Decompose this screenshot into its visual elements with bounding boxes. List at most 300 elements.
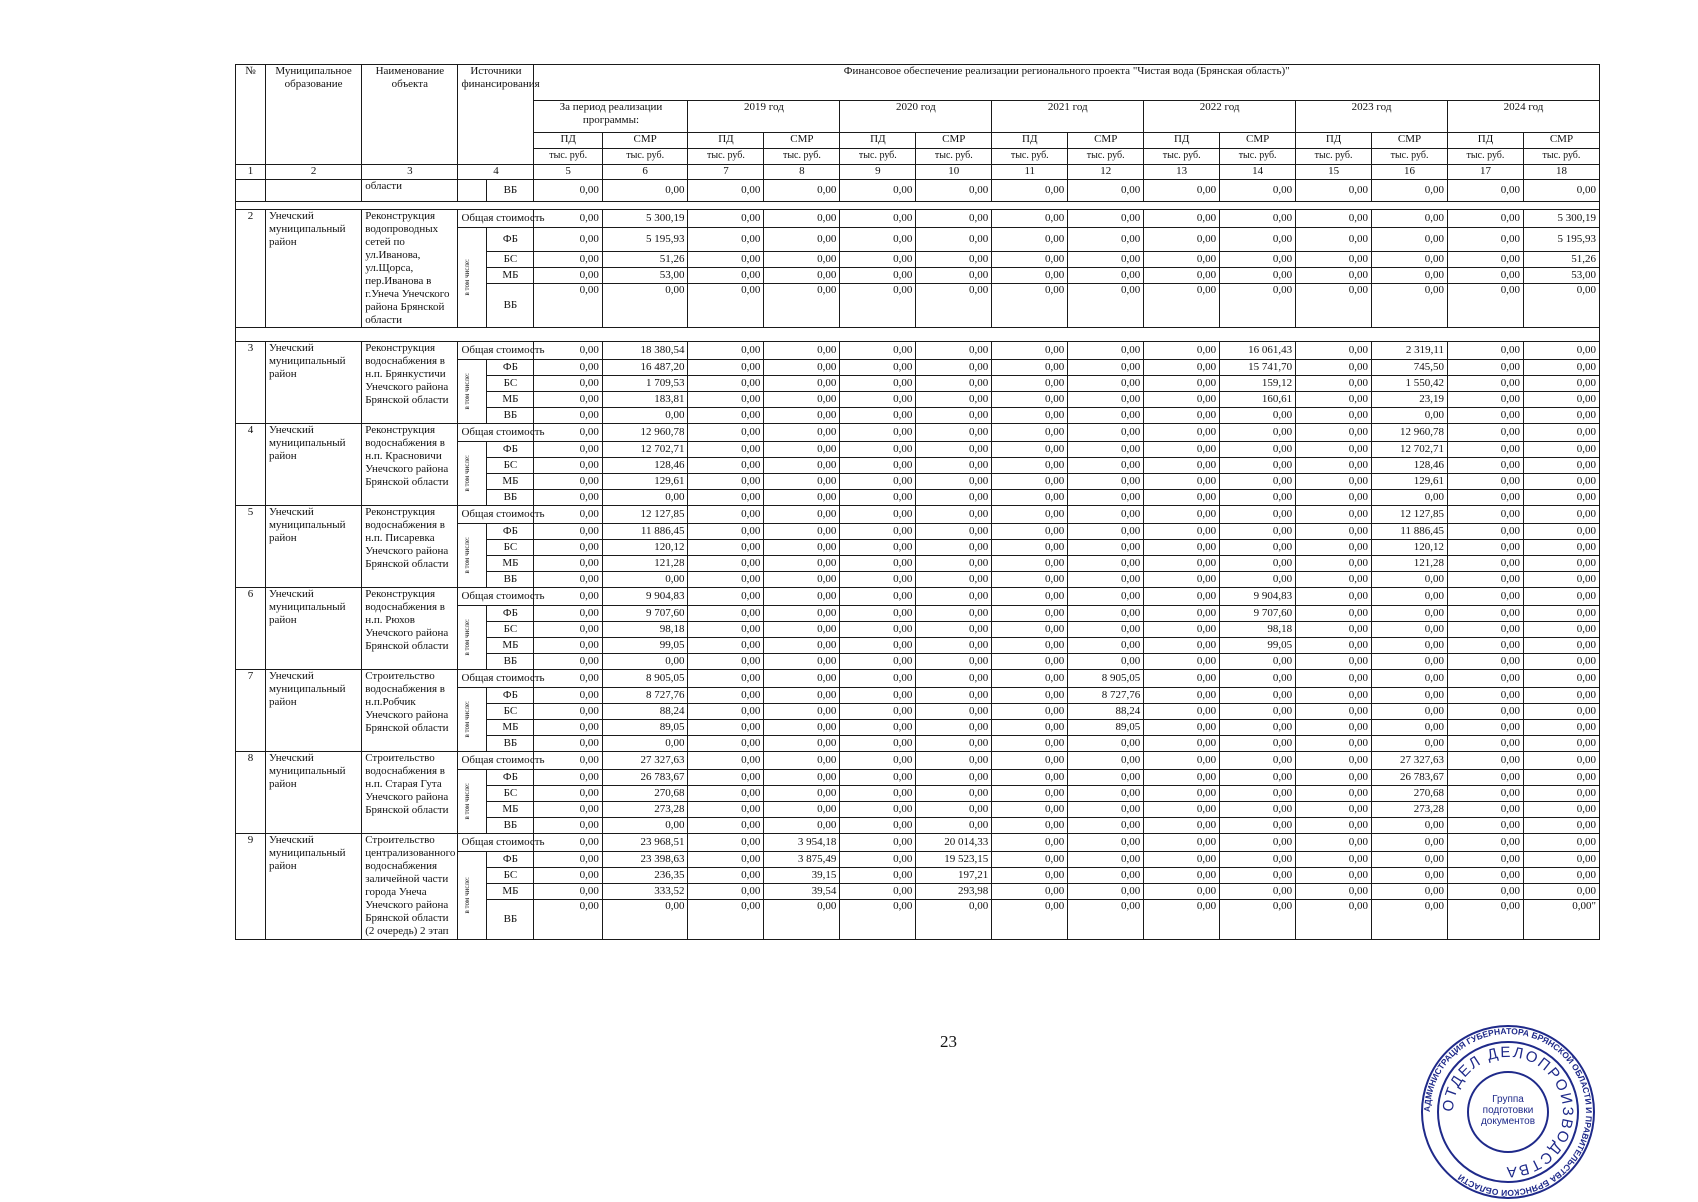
- value-cell: 0,00: [534, 342, 602, 360]
- value-cell: 0,00: [602, 736, 688, 752]
- value-cell: 0,00: [992, 424, 1068, 442]
- value-cell: 0,00: [1372, 180, 1448, 202]
- value-cell: 8 727,76: [602, 688, 688, 704]
- cell-empty: [458, 180, 487, 202]
- value-cell: 5 195,93: [1523, 228, 1599, 252]
- value-cell: 0,00: [1220, 474, 1296, 490]
- col-index: 13: [1144, 165, 1220, 180]
- object-name: Реконструкция водопроводных сетей по ул.Иванова, ул.Щорса, пер.Иванова в г.Унеча Унечского района Брянской области: [362, 210, 458, 328]
- value-cell: 0,00: [840, 474, 916, 490]
- value-cell: 0,00: [916, 900, 992, 940]
- value-cell: 0,00: [992, 688, 1068, 704]
- header-pd: ПД: [992, 133, 1068, 149]
- value-cell: 121,28: [1372, 556, 1448, 572]
- value-cell: 0,00: [1068, 770, 1144, 786]
- value-cell: 1 709,53: [602, 376, 688, 392]
- value-cell: 0,00: [1523, 868, 1599, 884]
- value-cell: 0,00: [1068, 736, 1144, 752]
- value-cell: 0,00: [1220, 654, 1296, 670]
- value-cell: 0,00: [1068, 424, 1144, 442]
- col-index: 1: [236, 165, 266, 180]
- value-cell: 0,00: [1220, 720, 1296, 736]
- source-label: БС: [487, 868, 534, 884]
- value-cell: 0,00: [764, 720, 840, 736]
- value-cell: 0,00: [1220, 770, 1296, 786]
- value-cell: 0,00: [1068, 408, 1144, 424]
- value-cell: 98,18: [602, 622, 688, 638]
- value-cell: 0,00: [534, 252, 602, 268]
- value-cell: 3 954,18: [764, 834, 840, 852]
- value-cell: 0,00: [840, 458, 916, 474]
- value-cell: 89,05: [602, 720, 688, 736]
- value-cell: 197,21: [916, 868, 992, 884]
- value-cell: 0,00: [764, 506, 840, 524]
- col-index: 12: [1068, 165, 1144, 180]
- value-cell: 0,00: [1448, 228, 1524, 252]
- value-cell: 0,00: [1448, 442, 1524, 458]
- value-cell: 0,00: [688, 752, 764, 770]
- value-cell: 0,00: [688, 770, 764, 786]
- value-cell: 0,00: [1448, 818, 1524, 834]
- value-cell: 0,00: [1220, 834, 1296, 852]
- value-cell: 0,00: [1144, 474, 1220, 490]
- row-number: 4: [236, 424, 266, 506]
- header-no: №: [236, 65, 266, 165]
- in-that-number-label: [458, 228, 487, 328]
- value-cell: 0,00: [534, 852, 602, 868]
- value-cell: 0,00: [840, 670, 916, 688]
- value-cell: 0,00: [1296, 606, 1372, 622]
- value-cell: 0,00: [1372, 720, 1448, 736]
- value-cell: 0,00: [1068, 360, 1144, 376]
- value-cell: 0,00: [1144, 688, 1220, 704]
- value-cell: 88,24: [1068, 704, 1144, 720]
- value-cell: 0,00: [992, 474, 1068, 490]
- source-label: БС: [487, 376, 534, 392]
- value-cell: 0,00: [916, 360, 992, 376]
- value-cell: 0,00: [1523, 818, 1599, 834]
- total-cost-label: Общая стоимость: [458, 752, 534, 770]
- value-cell: 0,00: [764, 572, 840, 588]
- value-cell: 0,00: [992, 606, 1068, 622]
- stamp-inner-text: ОТДЕЛ ДЕЛОПРОИЗВОДСТВА: [1439, 1043, 1577, 1181]
- value-cell: 0,00: [1144, 376, 1220, 392]
- value-cell: 0,00: [534, 490, 602, 506]
- value-cell: 0,00: [688, 360, 764, 376]
- value-cell: 0,00: [916, 786, 992, 802]
- value-cell: 0,00: [534, 392, 602, 408]
- value-cell: 0,00: [688, 572, 764, 588]
- value-cell: 0,00: [1144, 408, 1220, 424]
- value-cell: 0,00: [764, 704, 840, 720]
- header-period: 2019 год: [688, 101, 840, 133]
- value-cell: 12 960,78: [602, 424, 688, 442]
- value-cell: 0,00: [840, 540, 916, 556]
- source-label: ВБ: [487, 572, 534, 588]
- value-cell: 0,00: [916, 654, 992, 670]
- value-cell: 0,00: [1144, 834, 1220, 852]
- source-label: ФБ: [487, 524, 534, 540]
- value-cell: 0,00: [992, 392, 1068, 408]
- in-that-number-text: в том числе:: [463, 701, 472, 738]
- value-cell: 0,00: [1372, 818, 1448, 834]
- value-cell: 12 960,78: [1372, 424, 1448, 442]
- value-cell: 0,00: [1220, 442, 1296, 458]
- table-row: [236, 752, 1600, 770]
- value-cell: 27 327,63: [602, 752, 688, 770]
- value-cell: 0,00: [602, 490, 688, 506]
- value-cell: 0,00: [1068, 884, 1144, 900]
- cell-empty: [265, 180, 361, 202]
- value-cell: 0,00: [1448, 524, 1524, 540]
- value-cell: 0,00: [1448, 360, 1524, 376]
- value-cell: 0,00: [1523, 704, 1599, 720]
- source-label: ВБ: [487, 490, 534, 506]
- value-cell: 0,00: [1296, 670, 1372, 688]
- value-cell: 0,00: [1523, 638, 1599, 654]
- header-title: Финансовое обеспечение реализации регионального проекта "Чистая вода (Брянская область)": [534, 65, 1600, 101]
- value-cell: 0,00: [1523, 540, 1599, 556]
- value-cell: 0,00: [1296, 458, 1372, 474]
- value-cell: 0,00: [992, 228, 1068, 252]
- cell-empty: [236, 180, 266, 202]
- header-unit: тыс. руб.: [602, 149, 688, 165]
- value-cell: 0,00: [1220, 704, 1296, 720]
- value-cell: 0,00: [840, 408, 916, 424]
- value-cell: 0,00: [1068, 524, 1144, 540]
- value-cell: 0,00: [688, 834, 764, 852]
- value-cell: 0,00: [1296, 392, 1372, 408]
- value-cell: 0,00: [916, 408, 992, 424]
- value-cell: 0,00: [840, 228, 916, 252]
- total-cost-label: Общая стоимость: [458, 670, 534, 688]
- value-cell: 0,00: [688, 884, 764, 900]
- object-name: Строительство водоснабжения в н.п. Старая Гута Унечского района Брянской области: [362, 752, 458, 834]
- value-cell: 0,00: [1448, 638, 1524, 654]
- header-municipality: Муниципальное образование: [265, 65, 361, 165]
- value-cell: 0,00: [764, 654, 840, 670]
- source-label: МБ: [487, 802, 534, 818]
- value-cell: 0,00: [688, 408, 764, 424]
- value-cell: 0,00: [1068, 210, 1144, 228]
- value-cell: 5 195,93: [602, 228, 688, 252]
- value-cell: 0,00: [840, 818, 916, 834]
- value-cell: 0,00: [688, 252, 764, 268]
- value-cell: 0,00: [1068, 252, 1144, 268]
- value-cell: 0,00: [1372, 638, 1448, 654]
- value-cell: 0,00: [764, 638, 840, 654]
- value-cell: 0,00: [534, 588, 602, 606]
- value-cell: 0,00: [840, 704, 916, 720]
- value-cell: 0,00: [688, 556, 764, 572]
- value-cell: 129,61: [1372, 474, 1448, 490]
- source-label: ФБ: [487, 770, 534, 786]
- value-cell: 0,00: [1296, 834, 1372, 852]
- value-cell: 0,00: [1296, 786, 1372, 802]
- value-cell: 0,00: [1220, 884, 1296, 900]
- value-cell: 0,00: [764, 474, 840, 490]
- value-cell: 0,00: [1220, 210, 1296, 228]
- value-cell: 0,00: [992, 268, 1068, 284]
- value-cell: 0,00: [992, 852, 1068, 868]
- value-cell: 0,00: [1144, 736, 1220, 752]
- municipality-name: Унечский муниципальный район: [265, 506, 361, 588]
- value-cell: 0,00: [916, 458, 992, 474]
- value-cell: 0,00: [1220, 408, 1296, 424]
- table-row: [236, 506, 1600, 524]
- value-cell: 0,00: [916, 180, 992, 202]
- value-cell: 0,00: [1144, 900, 1220, 940]
- table-row: [236, 834, 1600, 852]
- value-cell: 9 904,83: [602, 588, 688, 606]
- value-cell: 0,00: [1068, 268, 1144, 284]
- value-cell: 0,00: [1068, 786, 1144, 802]
- in-that-number-text: в том числе:: [463, 259, 472, 296]
- object-name: Строительство централизованного водоснабжения заличейной части города Унеча Унечского района Брянской области (2 очередь) 2 этап: [362, 834, 458, 940]
- value-cell: 0,00: [764, 670, 840, 688]
- value-cell: 0,00: [1523, 670, 1599, 688]
- value-cell: 0,00: [534, 572, 602, 588]
- value-cell: 0,00: [1372, 588, 1448, 606]
- row-number: 2: [236, 210, 266, 328]
- value-cell: 0,00: [688, 442, 764, 458]
- value-cell: 0,00: [992, 252, 1068, 268]
- value-cell: 0,00: [1296, 654, 1372, 670]
- in-that-number-text: в том числе:: [463, 783, 472, 820]
- col-index: 18: [1523, 165, 1599, 180]
- row-number: 9: [236, 834, 266, 940]
- header-period: 2023 год: [1296, 101, 1448, 133]
- value-cell: 0,00: [1448, 392, 1524, 408]
- value-cell: 0,00: [602, 284, 688, 328]
- header-smr: СМР: [916, 133, 992, 149]
- source-label: ФБ: [487, 360, 534, 376]
- value-cell: 0,00: [840, 852, 916, 868]
- value-cell: 0,00: [764, 688, 840, 704]
- value-cell: 159,12: [1220, 376, 1296, 392]
- value-cell: 0,00: [1372, 408, 1448, 424]
- value-cell: 0,00: [1448, 802, 1524, 818]
- value-cell: 0,00: [840, 572, 916, 588]
- source-label: ФБ: [487, 442, 534, 458]
- value-cell: 0,00: [1296, 704, 1372, 720]
- value-cell: 12 702,71: [1372, 442, 1448, 458]
- financing-table-sheet: [235, 64, 1600, 1014]
- header-unit: тыс. руб.: [1448, 149, 1524, 165]
- row-number: 7: [236, 670, 266, 752]
- in-that-number-label: [458, 770, 487, 834]
- value-cell: 0,00: [916, 556, 992, 572]
- value-cell: 0,00: [1296, 284, 1372, 328]
- value-cell: 0,00: [602, 572, 688, 588]
- value-cell: 0,00: [688, 490, 764, 506]
- value-cell: 0,00: [1448, 622, 1524, 638]
- value-cell: 5 300,19: [602, 210, 688, 228]
- value-cell: 0,00: [1220, 540, 1296, 556]
- value-cell: 0,00: [534, 818, 602, 834]
- value-cell: 0,00: [840, 638, 916, 654]
- value-cell: 0,00: [534, 474, 602, 490]
- col-index: 9: [840, 165, 916, 180]
- value-cell: 0,00: [534, 736, 602, 752]
- value-cell: 0,00: [688, 524, 764, 540]
- header-smr: СМР: [602, 133, 688, 149]
- source-label: БС: [487, 252, 534, 268]
- total-cost-label: Общая стоимость: [458, 424, 534, 442]
- value-cell: 0,00: [916, 720, 992, 736]
- value-cell: 0,00: [1144, 868, 1220, 884]
- value-cell: 51,26: [602, 252, 688, 268]
- value-cell: 0,00: [764, 268, 840, 284]
- value-cell: 0,00: [1372, 622, 1448, 638]
- value-cell: 0,00: [1296, 252, 1372, 268]
- source-label: МБ: [487, 638, 534, 654]
- value-cell: 293,98: [916, 884, 992, 900]
- value-cell: 98,18: [1220, 622, 1296, 638]
- value-cell: 0,00: [1220, 506, 1296, 524]
- value-cell: 0,00: [1220, 284, 1296, 328]
- value-cell: 0,00: [840, 284, 916, 328]
- value-cell: 0,00: [534, 360, 602, 376]
- value-cell: 0,00: [1068, 506, 1144, 524]
- value-cell: 0,00: [688, 210, 764, 228]
- value-cell: 0,00: [1448, 408, 1524, 424]
- municipality-name: Унечский муниципальный район: [265, 424, 361, 506]
- value-cell: 0,00: [602, 654, 688, 670]
- source-label: МБ: [487, 392, 534, 408]
- value-cell: 0,00: [534, 376, 602, 392]
- value-cell: 0,00: [534, 210, 602, 228]
- value-cell: 0,00: [534, 884, 602, 900]
- value-cell: 0,00: [1144, 442, 1220, 458]
- value-cell: 8 905,05: [1068, 670, 1144, 688]
- value-cell: 0,00: [916, 752, 992, 770]
- value-cell: 0,00: [1220, 752, 1296, 770]
- value-cell: 0,00: [1448, 720, 1524, 736]
- value-cell: 0,00: [688, 688, 764, 704]
- object-name: Реконструкция водоснабжения в н.п. Писаревка Унечского района Брянской области: [362, 506, 458, 588]
- value-cell: 0,00: [992, 818, 1068, 834]
- value-cell: 0,00: [1523, 442, 1599, 458]
- value-cell: 0,00: [1523, 688, 1599, 704]
- value-cell: 19 523,15: [916, 852, 992, 868]
- value-cell: 0,00: [688, 180, 764, 202]
- value-cell: 0,00: [1068, 802, 1144, 818]
- value-cell: 0,00: [992, 654, 1068, 670]
- value-cell: 0,00: [764, 752, 840, 770]
- value-cell: 0,00: [1448, 736, 1524, 752]
- value-cell: 0,00: [1068, 868, 1144, 884]
- value-cell: 0,00: [1448, 606, 1524, 622]
- value-cell: 0,00: [992, 622, 1068, 638]
- value-cell: 0,00: [1144, 818, 1220, 834]
- value-cell: 0,00: [1523, 506, 1599, 524]
- in-that-number-label: [458, 606, 487, 670]
- header-unit: тыс. руб.: [534, 149, 602, 165]
- header-smr: СМР: [1068, 133, 1144, 149]
- source-label: ВБ: [487, 284, 534, 328]
- value-cell: 0,00: [1372, 688, 1448, 704]
- col-index: 14: [1220, 165, 1296, 180]
- value-cell: 0,00: [992, 408, 1068, 424]
- value-cell: 0,00: [534, 424, 602, 442]
- value-cell: 0,00: [1068, 540, 1144, 556]
- in-that-number-text: в том числе:: [463, 537, 472, 574]
- in-that-number-text: в том числе:: [463, 619, 472, 656]
- source-label: МБ: [487, 556, 534, 572]
- value-cell: 0,00: [1220, 228, 1296, 252]
- header-pd: ПД: [1448, 133, 1524, 149]
- value-cell: 0,00: [534, 868, 602, 884]
- value-cell: 0,00: [534, 180, 602, 202]
- col-index: 4: [458, 165, 534, 180]
- value-cell: 0,00: [688, 342, 764, 360]
- value-cell: 0,00: [992, 284, 1068, 328]
- value-cell: 0,00: [1448, 210, 1524, 228]
- value-cell: 0,00: [1068, 458, 1144, 474]
- value-cell: 3 875,49: [764, 852, 840, 868]
- header-unit: тыс. руб.: [1372, 149, 1448, 165]
- value-cell: 0,00: [688, 704, 764, 720]
- value-cell: 0,00: [1068, 180, 1144, 202]
- value-cell: 0,00: [1068, 834, 1144, 852]
- value-cell: 0,00: [764, 458, 840, 474]
- value-cell: 0,00: [840, 770, 916, 786]
- value-cell: 333,52: [602, 884, 688, 900]
- value-cell: 0,00: [764, 802, 840, 818]
- value-cell: 0,00: [992, 540, 1068, 556]
- value-cell: 0,00: [1144, 360, 1220, 376]
- value-cell: 0,00: [764, 606, 840, 622]
- value-cell: 0,00: [840, 900, 916, 940]
- value-cell: 270,68: [602, 786, 688, 802]
- value-cell: 0,00: [916, 688, 992, 704]
- value-cell: 0,00: [1296, 180, 1372, 202]
- value-cell: 0,00: [1448, 654, 1524, 670]
- value-cell: 0,00: [1144, 752, 1220, 770]
- value-cell: 23,19: [1372, 392, 1448, 408]
- in-that-number-label: [458, 852, 487, 940]
- value-cell: 0,00: [1448, 284, 1524, 328]
- col-index: 6: [602, 165, 688, 180]
- value-cell: 12 702,71: [602, 442, 688, 458]
- value-cell: 0,00: [1296, 210, 1372, 228]
- value-cell: 0,00: [1144, 524, 1220, 540]
- header-period: 2021 год: [992, 101, 1144, 133]
- value-cell: 0,00: [1448, 868, 1524, 884]
- value-cell: 0,00: [1144, 720, 1220, 736]
- value-cell: 0,00: [1372, 736, 1448, 752]
- value-cell: 0,00: [688, 868, 764, 884]
- value-cell: 0,00: [840, 490, 916, 506]
- value-cell: 0,00: [1296, 688, 1372, 704]
- value-cell: 0,00: [764, 360, 840, 376]
- value-cell: 0,00: [1144, 638, 1220, 654]
- row-number: 3: [236, 342, 266, 424]
- value-cell: 0,00: [1523, 770, 1599, 786]
- value-cell: 0,00: [1220, 868, 1296, 884]
- value-cell: 0,00: [1144, 490, 1220, 506]
- value-cell: 0,00: [688, 424, 764, 442]
- value-cell: 0,00: [916, 268, 992, 284]
- value-cell: 26 783,67: [602, 770, 688, 786]
- value-cell: 9 707,60: [1220, 606, 1296, 622]
- value-cell: 0,00: [1448, 474, 1524, 490]
- value-cell: 0,00: [764, 540, 840, 556]
- value-cell: 0,00: [1523, 458, 1599, 474]
- value-cell: 0,00: [992, 360, 1068, 376]
- col-index: 2: [265, 165, 361, 180]
